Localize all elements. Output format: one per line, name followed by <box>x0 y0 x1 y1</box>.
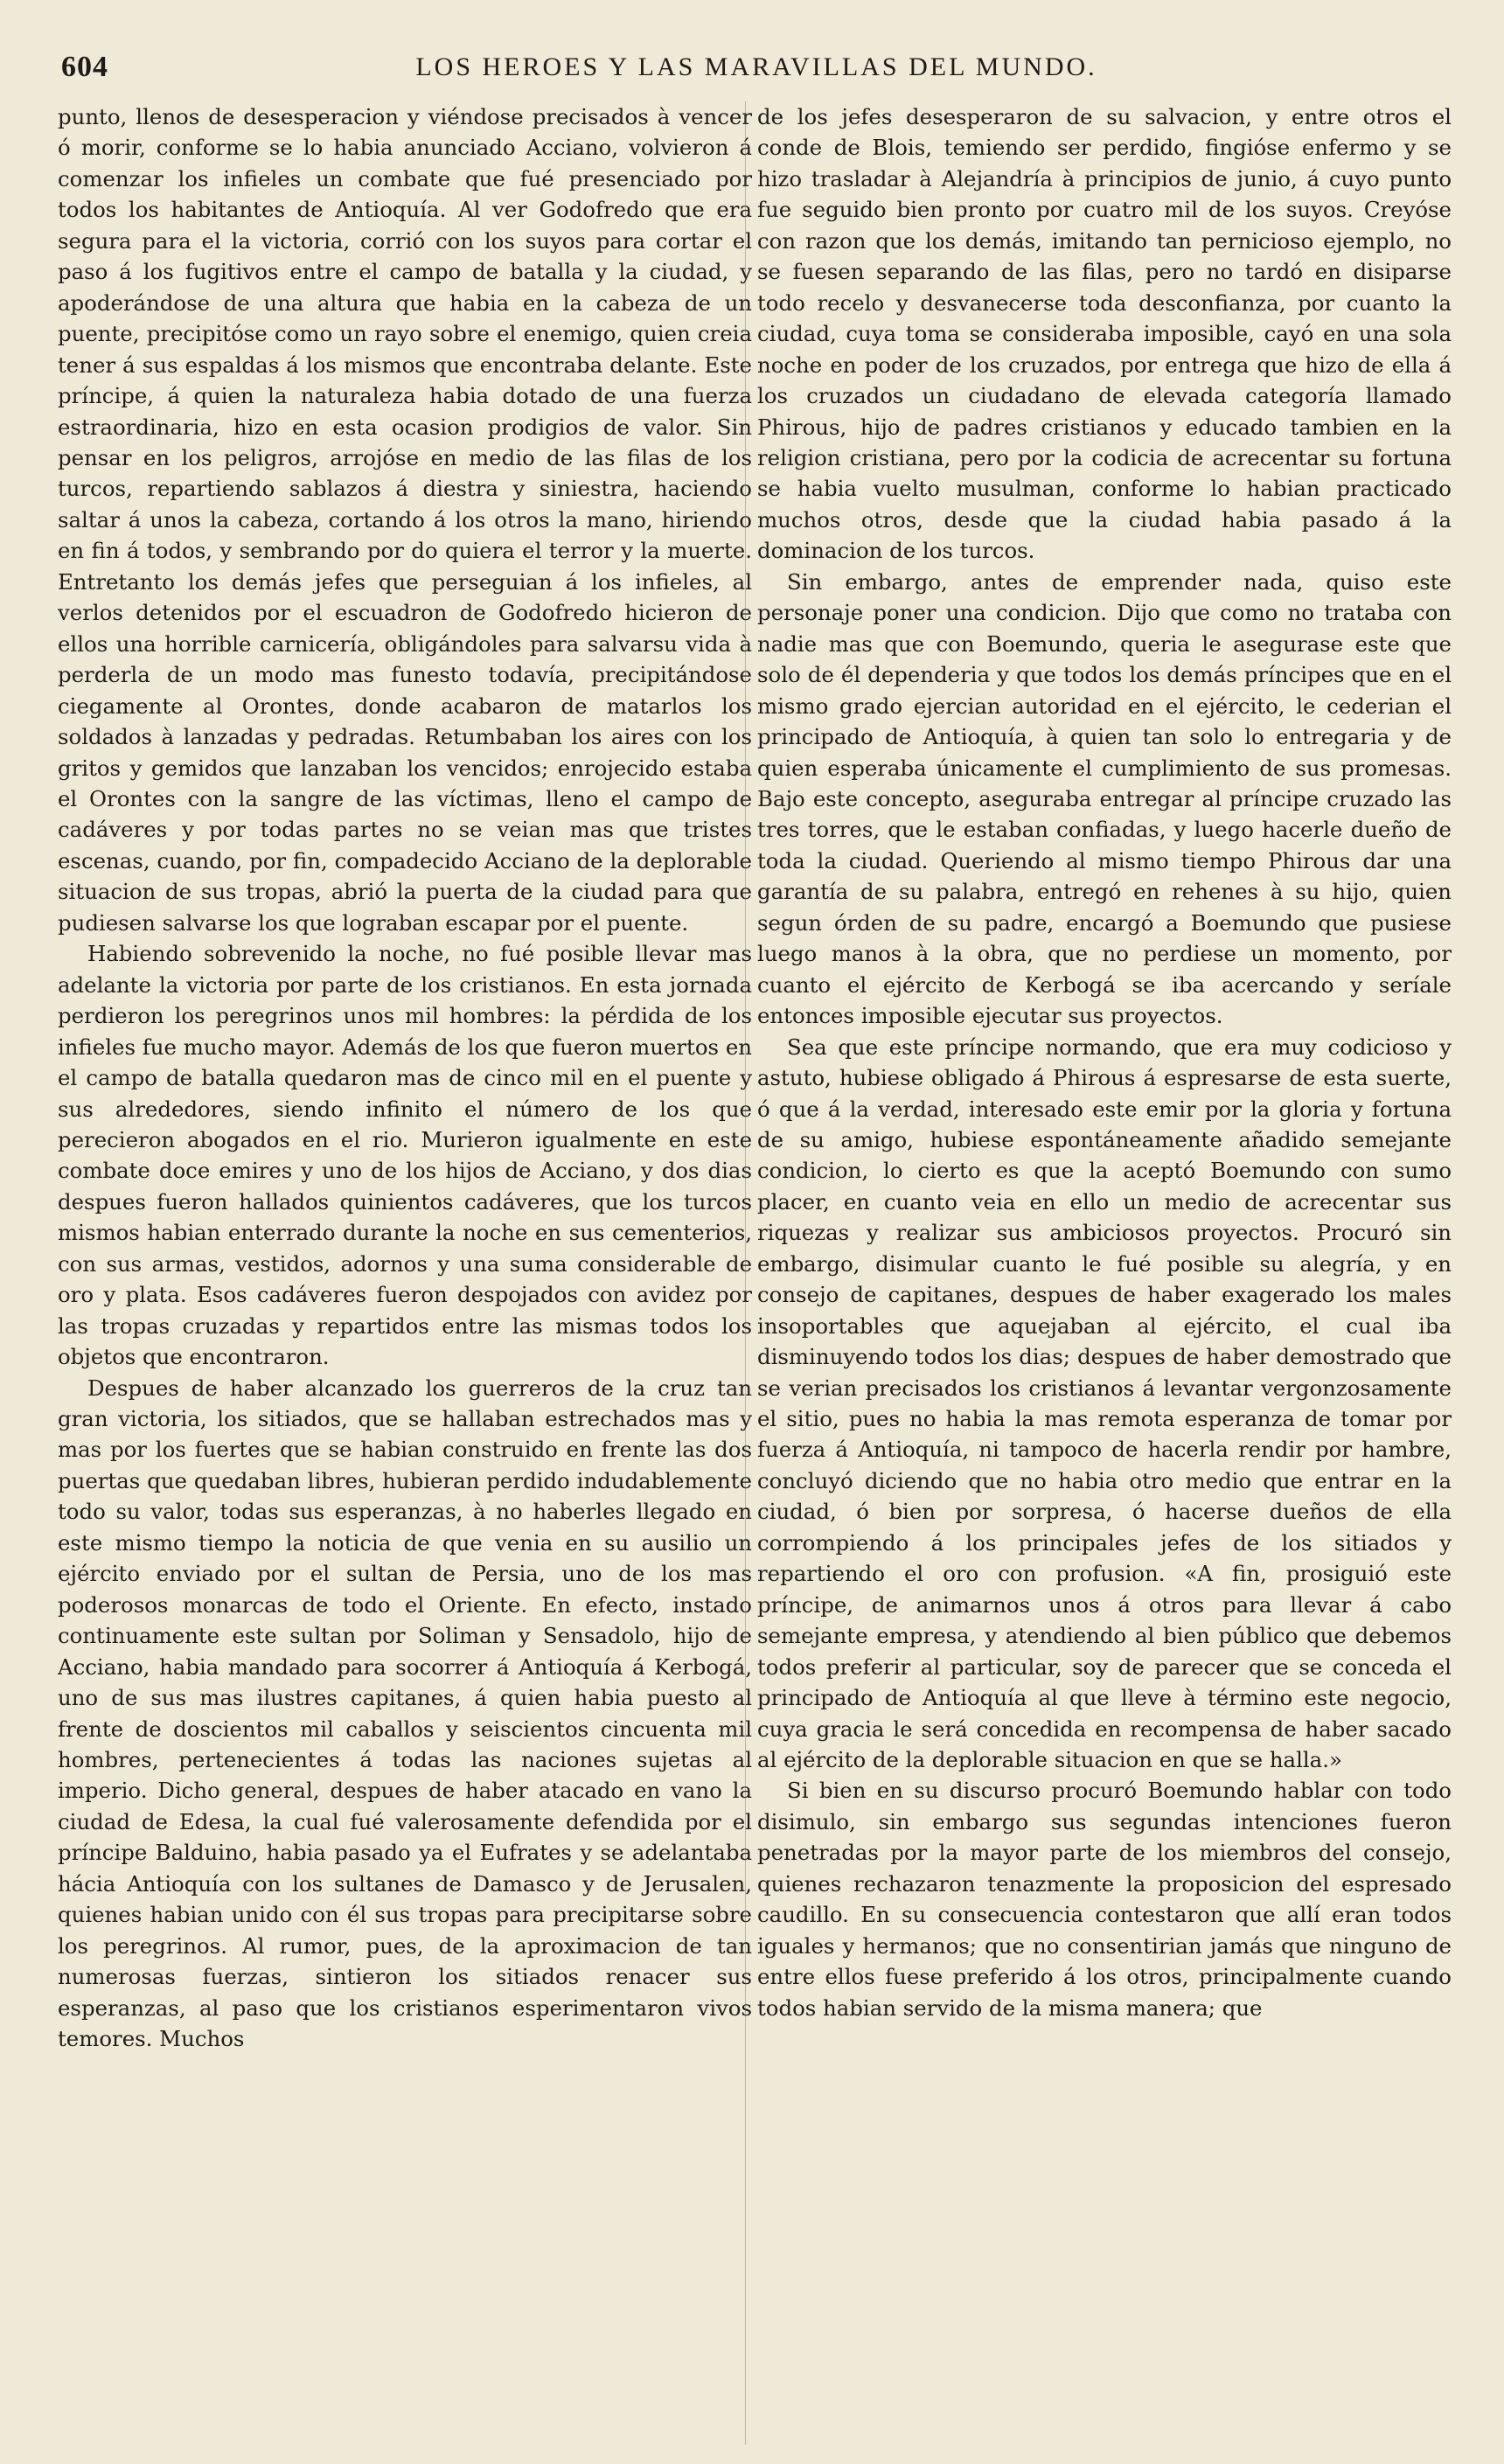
left-column <box>58 101 752 2427</box>
paragraph: Sea que este príncipe normando, que era muy codicioso y astuto, hubiese obligado á Phirous á espresarse de esta suerte, ó que á la verdad, interesado este emir por la gloria y fortuna de su amigo, hubiese espontáneamente añadido semejante condicion, lo cierto es que la aceptó Boemundo con sumo placer, en cuanto veia en ello un medio de acrecentar sus riquezas y realizar sus ambiciosos proyectos. Procuró sin embargo, disimular cuanto le fué posible su alegría, y en consejo de capitanes, despues de haber exagerado los males insoportables que aquejaban al ejército, el cual iba disminuyendo todos los dias; despues de haber demostrado que se verian precisados los cristianos á levantar vergonzosamente el sitio, pues no habia la mas remota esperanza de tomar por fuerza á Antioquía, ni tampoco de hacerla rendir por hambre, concluyó diciendo que no habia otro medio que entrar en la ciudad, ó bien por sorpresa, ó hacerse dueños de ella corrompiendo á los principales jefes de los sitiados y repartiendo el oro con profusion. «A fin, prosiguió este príncipe, de animarnos unos á otros para llevar á cabo semejante empresa, y atendiendo al bien público que debemos todos preferir al particular, soy de parecer que se conceda el principado de Antioquía al que lleve à término este negocio, cuya gracia le será concedida en recompensa de haber sacado al ejército de la deplorable situacion en que se halla.» <box>757 1034 1452 1773</box>
paragraph: de los jefes desesperaron de su salvacion, y entre otros el conde de Blois, temiendo ser perdido, fingióse enfermo y se hizo trasladar à Alejandría à principios de junio, á cuyo punto fue seguido bien pronto por cuatro mil de los suyos. Creyóse con razon que los demás, imitando tan pernicioso ejemplo, no se fuesen separando de las filas, pero no tardó en disiparse todo recelo y desvanecerse toda desconfianza, por cuanto la ciudad, cuya toma se consideraba imposible, cayó en una sola noche en poder de los cruzados, por entrega que hizo de ella á los cruzados un ciudadano de elevada categoría llamado Phirous, hijo de padres cristianos y educado tambien en la religion cristiana, pero por la codicia de acrecentar su fortuna se habia vuelto musulman, conforme lo habian practicado muchos otros, desde que la ciudad habia pasado á la dominacion de los turcos. <box>757 104 1452 564</box>
right-column <box>757 101 1452 2427</box>
paragraph: punto, llenos de desesperacion y viéndose precisados à vencer ó morir, conforme se lo habia anunciado Acciano, volvieron á comenzar los infieles un combate que fué presenciado por todos los habitantes de Antioquía. Al ver Godofredo que era segura para el la victoria, corrió con los suyos para cortar el paso á los fugitivos entre el campo de batalla y la ciudad, y apoderándose de una altura que habia en la cabeza de un puente, precipitóse como un rayo sobre el enemigo, quien creia tener á sus espaldas á los mismos que encontraba delante. Este príncipe, á quien la naturaleza habia dotado de una fuerza estraordinaria, hizo en esta ocasion prodigios de valor. Sin pensar en los peligros, arrojóse en medio de las filas de los turcos, repartiendo sablazos á diestra y siniestra, haciendo saltar á unos la cabeza, cortando á los otros la mano, hiriendo en fin á todos, y sembrando por do quiera el terror y la muerte. Entretanto los demás jefes que perseguian á los infieles, al verlos detenidos por el escuadron de Godofredo hicieron de ellos una horrible carnicería, obligándoles para salvarsu vida à perderla de un modo mas funesto todavía, precipitándose ciegamente al Orontes, donde acabaron de matarlos los soldados à lanzadas y pedradas. Retumbaban los aires con los gritos y gemidos que lanzaban los vencidos; enrojecido estaba el Orontes con la sangre de las víctimas, lleno el campo de cadáveres y por todas partes no se veian mas que tristes escenas, cuando, por fin, compadecido Acciano de la deplorable situacion de sus tropas, abrió la puerta de la ciudad para que pudiesen salvarse los que lograban escapar por el puente. <box>58 104 752 936</box>
paragraph: Si bien en su discurso procuró Boemundo hablar con todo disimulo, sin embargo sus segundas intenciones fueron penetradas por la mayor parte de los miembros del consejo, quienes rechazaron tenazmente la proposicion del espresado caudillo. En su consecuencia contestaron que allí eran todos iguales y hermanos; que no consentirian jamás que ninguno de entre ellos fuese preferido á los otros, principalmente cuando todos habian servido de la misma manera; que <box>757 1778 1452 2021</box>
paragraph: Despues de haber alcanzado los guerreros de la cruz tan gran victoria, los sitiados, que se hallaban estrechados mas y mas por los fuertes que se habian construido en frente las dos puertas que quedaban libres, hubieran perdido indudablemente todo su valor, todas sus esperanzas, à no haberles llegado en este mismo tiempo la noticia de que venia en su ausilio un ejército enviado por el sultan de Persia, uno de los mas poderosos monarcas de todo el Oriente. En efecto, instado continuamente este sultan por Soliman y Sensadolo, hijo de Acciano, habia mandado para socorrer á Antioquía á Kerbogá, uno de sus mas ilustres capitanes, á quien habia puesto al frente de doscientos mil caballos y seiscientos cincuenta mil hombres, pertenecientes á todas las naciones sujetas al imperio. Dicho general, despues de haber atacado en vano la ciudad de Edesa, la cual fué valerosamente defendida por el príncipe Balduino, habia pasado ya el Eufrates y se adelantaba hácia Antioquía con los sultanes de Damasco y de Jerusalen, quienes habian unido con él sus tropas para precipitarse sobre los peregrinos. Al rumor, pues, de la aproximacion de tan numerosas fuerzas, sintieron los sitiados renacer sus esperanzas, al paso que los cristianos esperimentaron vivos temores. Muchos <box>58 1375 752 2052</box>
paragraph: Sin embargo, antes de emprender nada, quiso este personaje poner una condicion. Dijo que como no trataba con nadie mas que con Boemundo, queria le asegurase este que solo de él dependeria y que todos los demás príncipes que en el mismo grado ejercian autoridad en el ejército, le cederian el principado de Antioquía, à quien tan solo lo entregaria y de quien esperaba únicamente el cumplimiento de sus promesas. Bajo este concepto, aseguraba entregar al príncipe cruzado las tres torres, que le estaban confiadas, y luego hacerle dueño de toda la ciudad. Queriendo al mismo tiempo Phirous dar una garantía de su palabra, entregó en rehenes à su hijo, quien segun órden de su padre, encargó a Boemundo que pusiese luego manos à la obra, que no perdiese un momento, por cuanto el ejército de Kerbogá se iba acercando y seríale entonces imposible ejecutar sus proyectos. <box>757 568 1452 1029</box>
page-number: 604 <box>61 51 108 83</box>
column-divider <box>745 101 746 2445</box>
page-header <box>61 51 1452 94</box>
running-title: LOS HEROES Y LAS MARAVILLAS DEL MUNDO. <box>415 52 1097 81</box>
paragraph: Habiendo sobrevenido la noche, no fué posible llevar mas adelante la victoria por parte de los cristianos. En esta jornada perdieron los peregrinos unos mil hombres: la pérdida de los infieles fue mucho mayor. Además de los que fueron muertos en el campo de batalla quedaron mas de cinco mil en el puente y sus alrededores, siendo infinito el número de los que perecieron abogados en el rio. Murieron igualmente en este combate doce emires y uno de los hijos de Acciano, y dos dias despues fueron hallados quinientos cadáveres, que los turcos mismos habian enterrado durante la noche en sus cementerios, con sus armas, vestidos, adornos y una suma considerable de oro y plata. Esos cadáveres fueron despojados con avidez por las tropas cruzadas y repartidos entre las mismas todos los objetos que encontraron. <box>58 941 752 1370</box>
